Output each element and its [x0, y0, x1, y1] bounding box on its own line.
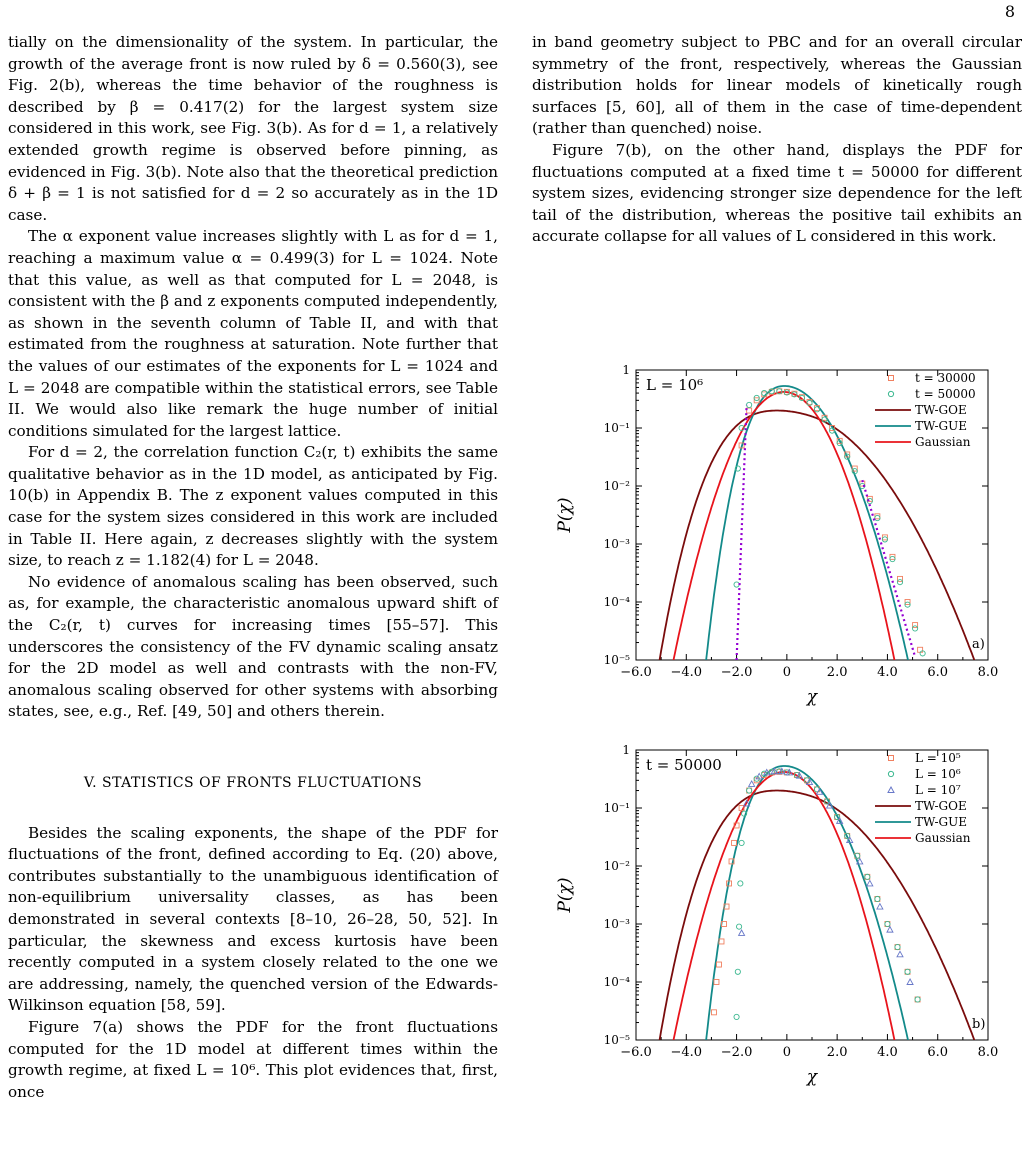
paragraph: Besides the scaling exponents, the shape of the PDF for fluctuations of the front, defined according to Eq. (20) above, contributes substantially to the unambiguous identification of non-equilibrium universality classes, as has been demonstrated in several contexts [8–10, 26–28, 50, 52]. In particular, the skewness and excess kurtosis have been recently computed in a system closely related to the one we are addressing, namely, the quenched version of the Edwards-Wilkinson equation [58, 59]. — [8, 823, 498, 1015]
legend-label: t = 30000 — [915, 371, 976, 385]
x-tick-label: −4.0 — [670, 665, 703, 680]
y-tick-label: 10⁻⁵ — [603, 653, 630, 667]
data-point-circle — [875, 515, 880, 520]
legend-marker-triangle — [888, 787, 894, 793]
data-point-square — [711, 1010, 716, 1015]
figure-7a — [548, 360, 1008, 720]
legend-marker-square — [889, 376, 894, 381]
data-point-circle — [735, 969, 740, 974]
y-tick-label: 10⁻² — [603, 479, 630, 493]
legend-label: t = 50000 — [915, 387, 976, 401]
x-tick-label: −2.0 — [720, 665, 753, 680]
x-tick-label: 8.0 — [977, 665, 999, 680]
data-point-circle — [897, 580, 902, 585]
legend-label: L = 10⁶ — [915, 767, 961, 781]
y-axis-label: P(χ) — [555, 497, 575, 533]
y-tick-label: 10⁻¹ — [603, 421, 630, 435]
legend-marker-square — [889, 756, 894, 761]
data-point-circle — [875, 896, 880, 901]
x-tick-label: −4.0 — [670, 1045, 703, 1060]
data-point-triangle — [907, 979, 913, 985]
figure-7b — [548, 740, 1008, 1100]
data-point-circle — [865, 874, 870, 879]
x-tick-label: 4.0 — [877, 665, 898, 680]
data-point-square — [714, 980, 719, 985]
y-tick-label: 10⁻⁴ — [603, 975, 630, 989]
data-point-triangle — [739, 930, 745, 936]
data-point-circle — [747, 402, 752, 407]
y-tick-label: 1 — [622, 363, 630, 377]
legend-label: TW-GUE — [915, 419, 967, 433]
y-tick-label: 10⁻³ — [603, 537, 630, 551]
legend-label: L = 10⁷ — [915, 783, 961, 797]
data-point-square — [732, 840, 737, 845]
data-point-circle — [747, 788, 752, 793]
paragraph: Figure 7(a) shows the PDF for the front fluctuations computed for the 1D model at different times within the growth regime, at fixed L = 10⁶. This plot evidences that, first, once — [8, 1017, 498, 1101]
data-point-triangle — [897, 951, 903, 957]
y-tick-label: 10⁻² — [603, 859, 630, 873]
x-tick-label: 0 — [782, 665, 791, 680]
data-point-square — [716, 962, 721, 967]
data-point-circle — [915, 997, 920, 1002]
data-point-circle — [734, 1014, 739, 1019]
y-tick-label: 10⁻⁴ — [603, 595, 630, 609]
data-point-circle — [905, 969, 910, 974]
legend-label: TW-GOE — [915, 799, 967, 813]
legend-label: TW-GOE — [915, 403, 967, 417]
y-tick-label: 10⁻⁵ — [603, 1033, 630, 1047]
data-point-circle — [762, 390, 767, 395]
paragraph: in band geometry subject to PBC and for an overall circular symmetry of the front, respectively, whereas the Gaussian distribution holds for linear models of kinetically rough surfaces [5, 60], all of them in the case of time-dependent (rather than quenched) noise. — [532, 33, 1022, 138]
data-point-circle — [814, 407, 819, 412]
legend-label: Gaussian — [915, 831, 971, 845]
y-tick-label: 10⁻¹ — [603, 801, 630, 815]
data-point-circle — [736, 924, 741, 929]
x-tick-label: 2.0 — [826, 1045, 848, 1060]
right-column — [532, 32, 1022, 248]
x-tick-label: −6.0 — [620, 665, 652, 680]
y-axis-label: P(χ) — [555, 877, 575, 913]
section-heading: V. STATISTICS OF FRONTS FLUCTUATIONS — [83, 775, 423, 791]
legend-label: L = 10⁵ — [915, 751, 961, 765]
legend-marker-circle — [888, 771, 893, 776]
x-tick-label: 2.0 — [826, 665, 848, 680]
x-tick-label: 4.0 — [877, 1045, 898, 1060]
paragraph: Figure 7(b), on the other hand, displays the PDF for fluctuations computed at a fixed time t = 50000 for different system sizes, evidencing stronger size dependence for the left tail of the distribution, whereas the positive tail exhibits an accurate collapse for all values of L considered in this work. — [532, 140, 1022, 246]
panel-annotation: t = 50000 — [646, 756, 722, 774]
data-point-circle — [739, 840, 744, 845]
page-number: 8 — [1004, 2, 1015, 21]
x-tick-label: 6.0 — [927, 1045, 949, 1060]
panel-label: b) — [972, 1017, 986, 1032]
x-tick-label: 0 — [782, 1045, 791, 1060]
data-point-triangle — [867, 880, 873, 886]
data-point-circle — [738, 881, 743, 886]
data-point-square — [918, 647, 923, 652]
data-point-triangle — [887, 927, 893, 933]
x-axis-label: χ — [806, 687, 818, 707]
x-tick-label: 8.0 — [977, 1045, 999, 1060]
x-tick-label: 6.0 — [927, 665, 949, 680]
data-point-circle — [885, 921, 890, 926]
panel-label: a) — [972, 637, 985, 652]
y-tick-label: 1 — [622, 743, 630, 757]
legend-label: Gaussian — [915, 435, 971, 449]
data-point-circle — [895, 944, 900, 949]
data-point-triangle — [877, 904, 883, 910]
paragraph: No evidence of anomalous scaling has been observed, such as, for example, the characteristic anomalous upward shift of the C₂(r, t) curves for increasing times [55–57]. This underscores the consistency of the FV dynamic scaling ansatz for the 2D model as well and contrasts with the non-FV, anomalous scaling observed for other systems with absorbing states, see, e.g., Ref. [49, 50] and others therein. — [8, 572, 498, 721]
x-tick-label: −6.0 — [620, 1045, 652, 1060]
x-tick-label: −2.0 — [720, 1045, 753, 1060]
data-point-circle — [882, 537, 887, 542]
data-point-circle — [912, 626, 917, 631]
data-point-circle — [734, 582, 739, 587]
paragraph: tially on the dimensionality of the system. In particular, the growth of the average front is now ruled by δ = 0.560(3), see Fig. 2(b), whereas the time behavior of the roughness is described by β = 0.417(2) for the largest system size considered in this work, see Fig. 3(b). As for d = 1, a relatively extended growth regime is observed before pinning, as evidenced in Fig. 3(b). Note also that the theoretical prediction δ + β = 1 is not satisfied for d = 2 so accurately as in the 1D case. — [8, 33, 498, 224]
panel-annotation: L = 10⁶ — [646, 376, 704, 394]
paragraph: For d = 2, the correlation function C₂(r, t) exhibits the same qualitative behavior as in the 1D model, as anticipated by Fig. 10(b) in Appendix B. The z exponent values computed in this case for the system sizes considered in this work are included in Table II. Here again, z decreases slightly with the system size, to reach z = 1.182(4) for L = 2048. — [8, 443, 498, 570]
legend-label: TW-GUE — [915, 815, 967, 829]
y-tick-label: 10⁻³ — [603, 917, 630, 931]
legend-marker-circle — [888, 391, 893, 396]
paragraph: The α exponent value increases slightly with L as for d = 1, reaching a maximum value α = 0.499(3) for L = 1024. Note that this value, as well as that computed for L = 2048, is consistent with the β and z exponents computed independently, as shown in the seventh column of Table II, and with that estimated from the roughness at saturation. Note further that the values of our estimates of the exponents for L = 1024 and L = 2048 are compatible within the statistical errors, see Table II. We would also like remark the huge number of initial conditions simulated for the largest lattice. — [8, 227, 498, 440]
left-column — [8, 32, 498, 1103]
x-axis-label: χ — [806, 1067, 818, 1087]
